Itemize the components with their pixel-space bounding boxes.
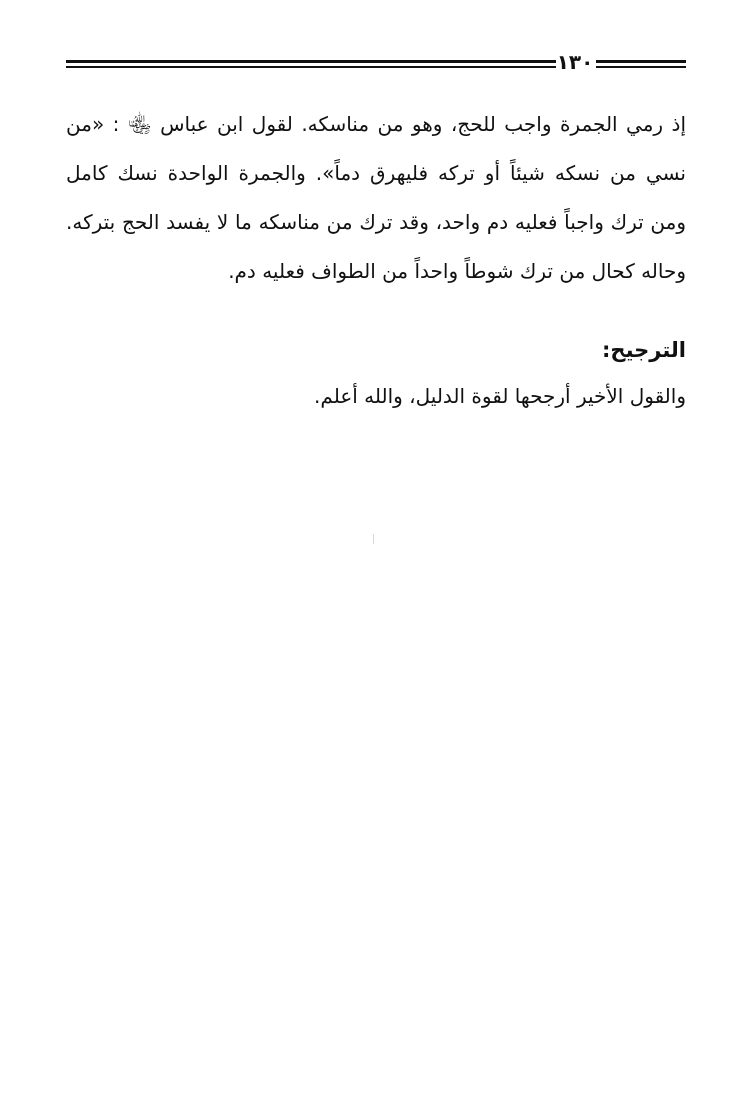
header-rule-left: [66, 58, 556, 70]
tarjih-heading: الترجيح:: [602, 338, 686, 362]
header-rule-right: [596, 58, 686, 70]
scan-mark: [373, 534, 374, 544]
body-text: [66, 100, 686, 296]
main-paragraph: إذ رمي الجمرة واجب للحج، وهو من مناسكه. لقول ابن عباس ﵄ : «من نسي من نسكه شيئاً أو تركه فليهرق دماً». والجمرة الواحدة نسك كامل ومن ترك واجباً فعليه دم واحد، وقد ترك من مناسكه ما لا يفسد الحج بتركه. وحاله كحال من ترك شوطاً واحداً من الطواف فعليه دم.: [66, 112, 686, 283]
page-number: ١٣٠: [556, 50, 594, 74]
tarjih-text: والقول الأخير أرجحها لقوة الدليل، والله أعلم.: [314, 384, 686, 408]
